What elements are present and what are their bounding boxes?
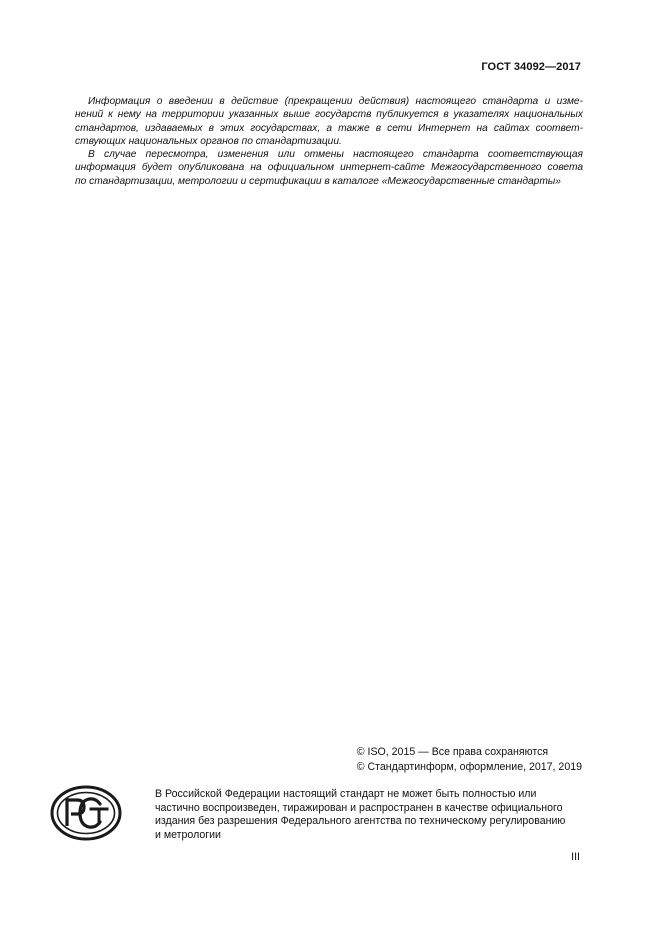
reproduction-notice xyxy=(155,788,585,842)
info-line: стандартов, издаваемых в этих государствах, а также в сети Интернет на сайтах соответ- xyxy=(75,122,583,134)
notice-line: издания без разрешения Федерального агентства по техническому регулированию xyxy=(155,815,566,827)
info-line: В случае пересмотра, изменения или отмены настоящего стандарта соответствующая xyxy=(88,149,583,161)
copyright-block xyxy=(357,745,582,775)
info-paragraph-1 xyxy=(75,95,583,148)
rst-logo-icon xyxy=(50,785,122,841)
info-line: по стандартизации, метрологии и сертификации в каталоге «Межгосударственные стандарты» xyxy=(75,175,561,187)
page-number: III xyxy=(571,851,580,863)
document-code: ГОСТ 34092—2017 xyxy=(481,61,581,73)
copyright-iso: © ISO, 2015 — Все права сохраняются xyxy=(356,746,549,758)
info-line: ствующих национальных органов по стандартизации. xyxy=(75,135,342,147)
info-line: Информация о введении в действие (прекращении действия) настоящего стандарта и изме- xyxy=(88,96,583,107)
notice-line: и метрологии xyxy=(155,828,221,841)
notice-line: В Российской Федерации настоящий стандарт не может быть полностью или xyxy=(155,788,537,800)
info-paragraph-2 xyxy=(75,148,583,188)
notice-line: частично воспроизведен, тиражирован и распространен в качестве официального xyxy=(155,801,563,814)
info-line: информация будет опубликована на официальном интернет-сайте Межгосударственного совета xyxy=(75,162,583,174)
implementation-info xyxy=(75,95,583,188)
info-line: нений к нему на территории указанных выше государств публикуется в указателях национальных xyxy=(75,109,583,121)
copyright-standartinform: © Стандартинформ, оформление, 2017, 2019 xyxy=(356,761,582,773)
